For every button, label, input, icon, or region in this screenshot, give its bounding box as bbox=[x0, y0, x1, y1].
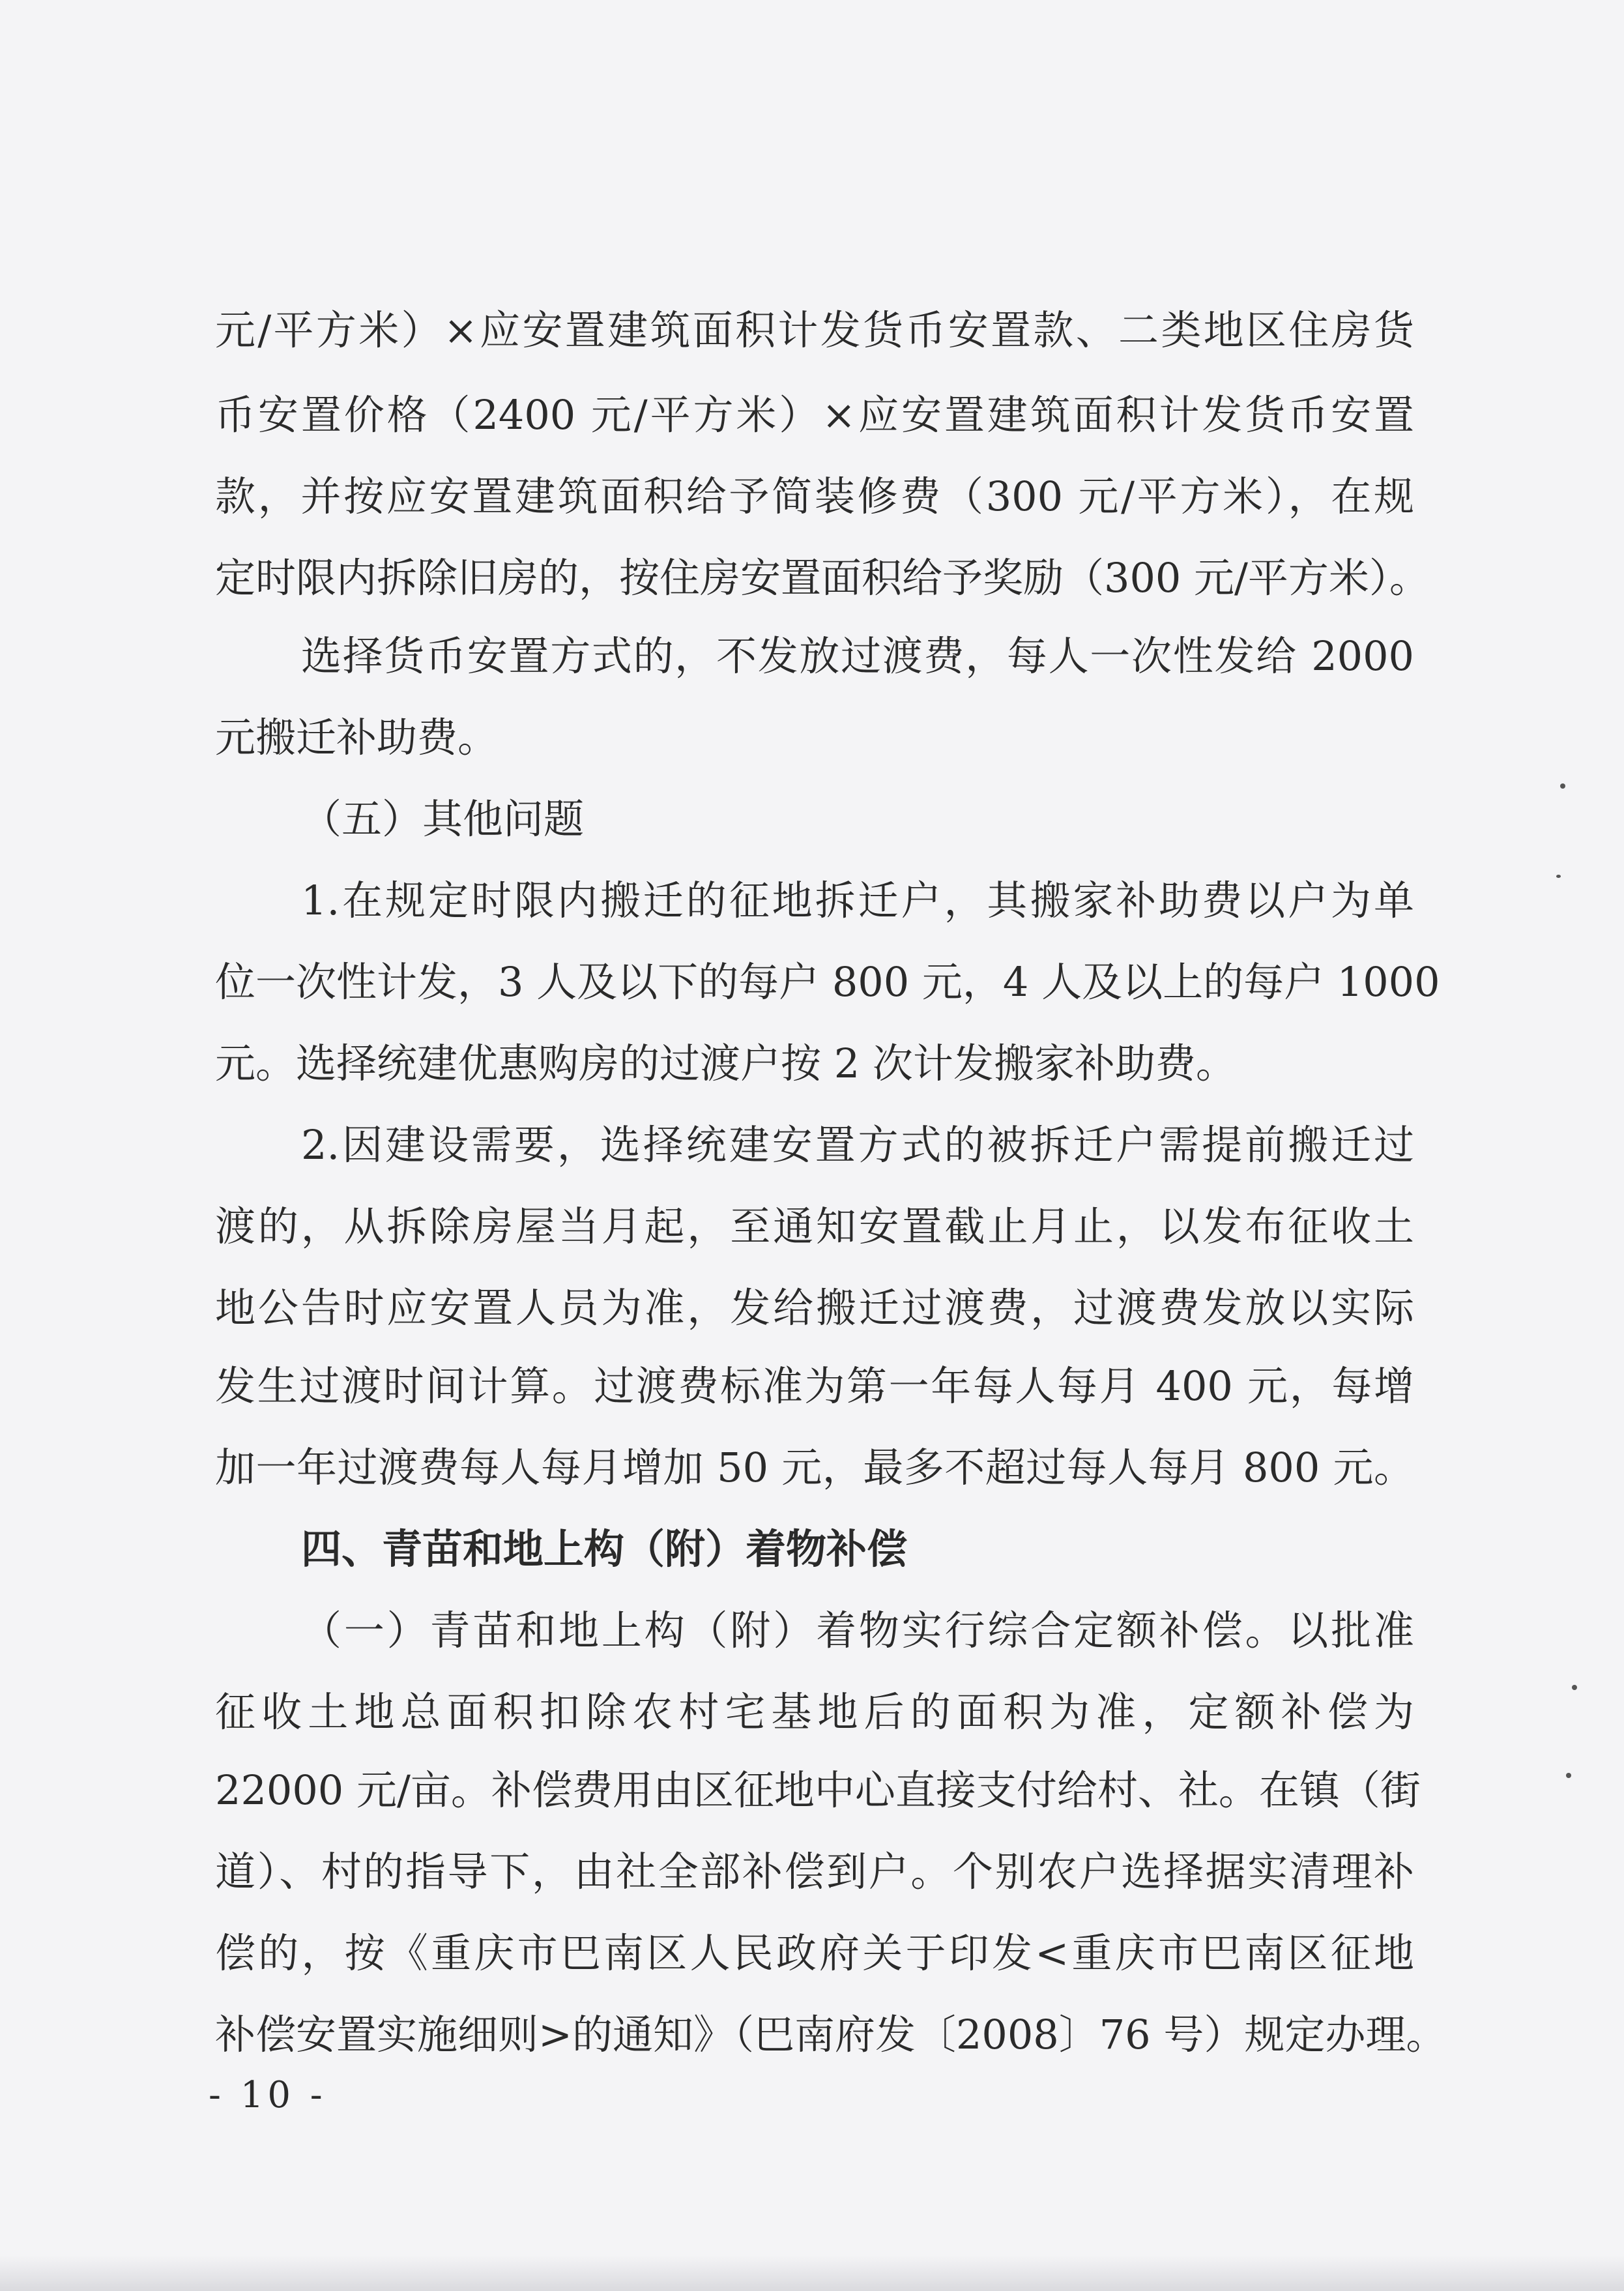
text-line: 22000 元/亩。补偿费用由区征地中心直接支付给村、社。在镇（街 bbox=[215, 1766, 1421, 1814]
scan-speck bbox=[1560, 783, 1565, 789]
text-line: 币安置价格（2400 元/平方米）×应安置建筑面积计发货币安置 bbox=[215, 391, 1414, 439]
text-line: 1.在规定时限内搬迁的征地拆迁户，其搬家补助费以户为单 bbox=[301, 877, 1414, 924]
scan-speck bbox=[1572, 1685, 1577, 1690]
text-line: 征收土地总面积扣除农村宅基地后的面积为准，定额补偿为 bbox=[215, 1688, 1414, 1736]
section-heading: 四、青苗和地上构（附）着物补偿 bbox=[301, 1525, 908, 1573]
scan-bottom-edge bbox=[0, 2255, 1624, 2291]
text-line: 元搬迁补助费。 bbox=[215, 714, 499, 761]
text-line: 渡的，从拆除房屋当月起，至通知安置截止月止，以发布征收土 bbox=[215, 1203, 1414, 1250]
text-line: 发生过渡时间计算。过渡费标准为第一年每人每月 400 元，每增 bbox=[215, 1362, 1414, 1410]
text-line: 补偿安置实施细则>的通知》（巴南府发〔2008〕76 号）规定办理。 bbox=[215, 2011, 1447, 2058]
text-line: 偿的，按《重庆市巴南区人民政府关于印发<重庆市巴南区征地 bbox=[215, 1929, 1414, 1977]
text-line: （一）青苗和地上构（附）着物实行综合定额补偿。以批准 bbox=[301, 1607, 1414, 1654]
text-line: 道）、村的指导下，由社全部补偿到户。个别农户选择据实清理补 bbox=[215, 1848, 1414, 1895]
section-subheading: （五）其他问题 bbox=[301, 795, 585, 843]
text-line: 位一次性计发，3 人及以下的每户 800 元，4 人及以上的每户 1000 bbox=[215, 958, 1440, 1006]
text-line: 地公告时应安置人员为准，发给搬迁过渡费，过渡费发放以实际 bbox=[215, 1284, 1414, 1332]
text-line: 加一年过渡费每人每月增加 50 元，最多不超过每人每月 800 元。 bbox=[215, 1444, 1414, 1491]
scan-speck bbox=[1566, 1773, 1571, 1778]
text-line: 2.因建设需要，选择统建安置方式的被拆迁户需提前搬迁过 bbox=[301, 1121, 1414, 1169]
page-number: - 10 - bbox=[209, 2074, 326, 2116]
text-line: 元/平方米）×应安置建筑面积计发货币安置款、二类地区住房货 bbox=[215, 306, 1414, 354]
text-line: 选择货币安置方式的，不发放过渡费，每人一次性发给 2000 bbox=[301, 632, 1414, 680]
text-line: 元。选择统建优惠购房的过渡户按 2 次计发搬家补助费。 bbox=[215, 1040, 1236, 1087]
text-line: 定时限内拆除旧房的，按住房安置面积给予奖励（300 元/平方米）。 bbox=[215, 554, 1430, 602]
scan-speck bbox=[1556, 875, 1561, 878]
text-line: 款，并按应安置建筑面积给予简装修费（300 元/平方米），在规 bbox=[215, 473, 1414, 520]
